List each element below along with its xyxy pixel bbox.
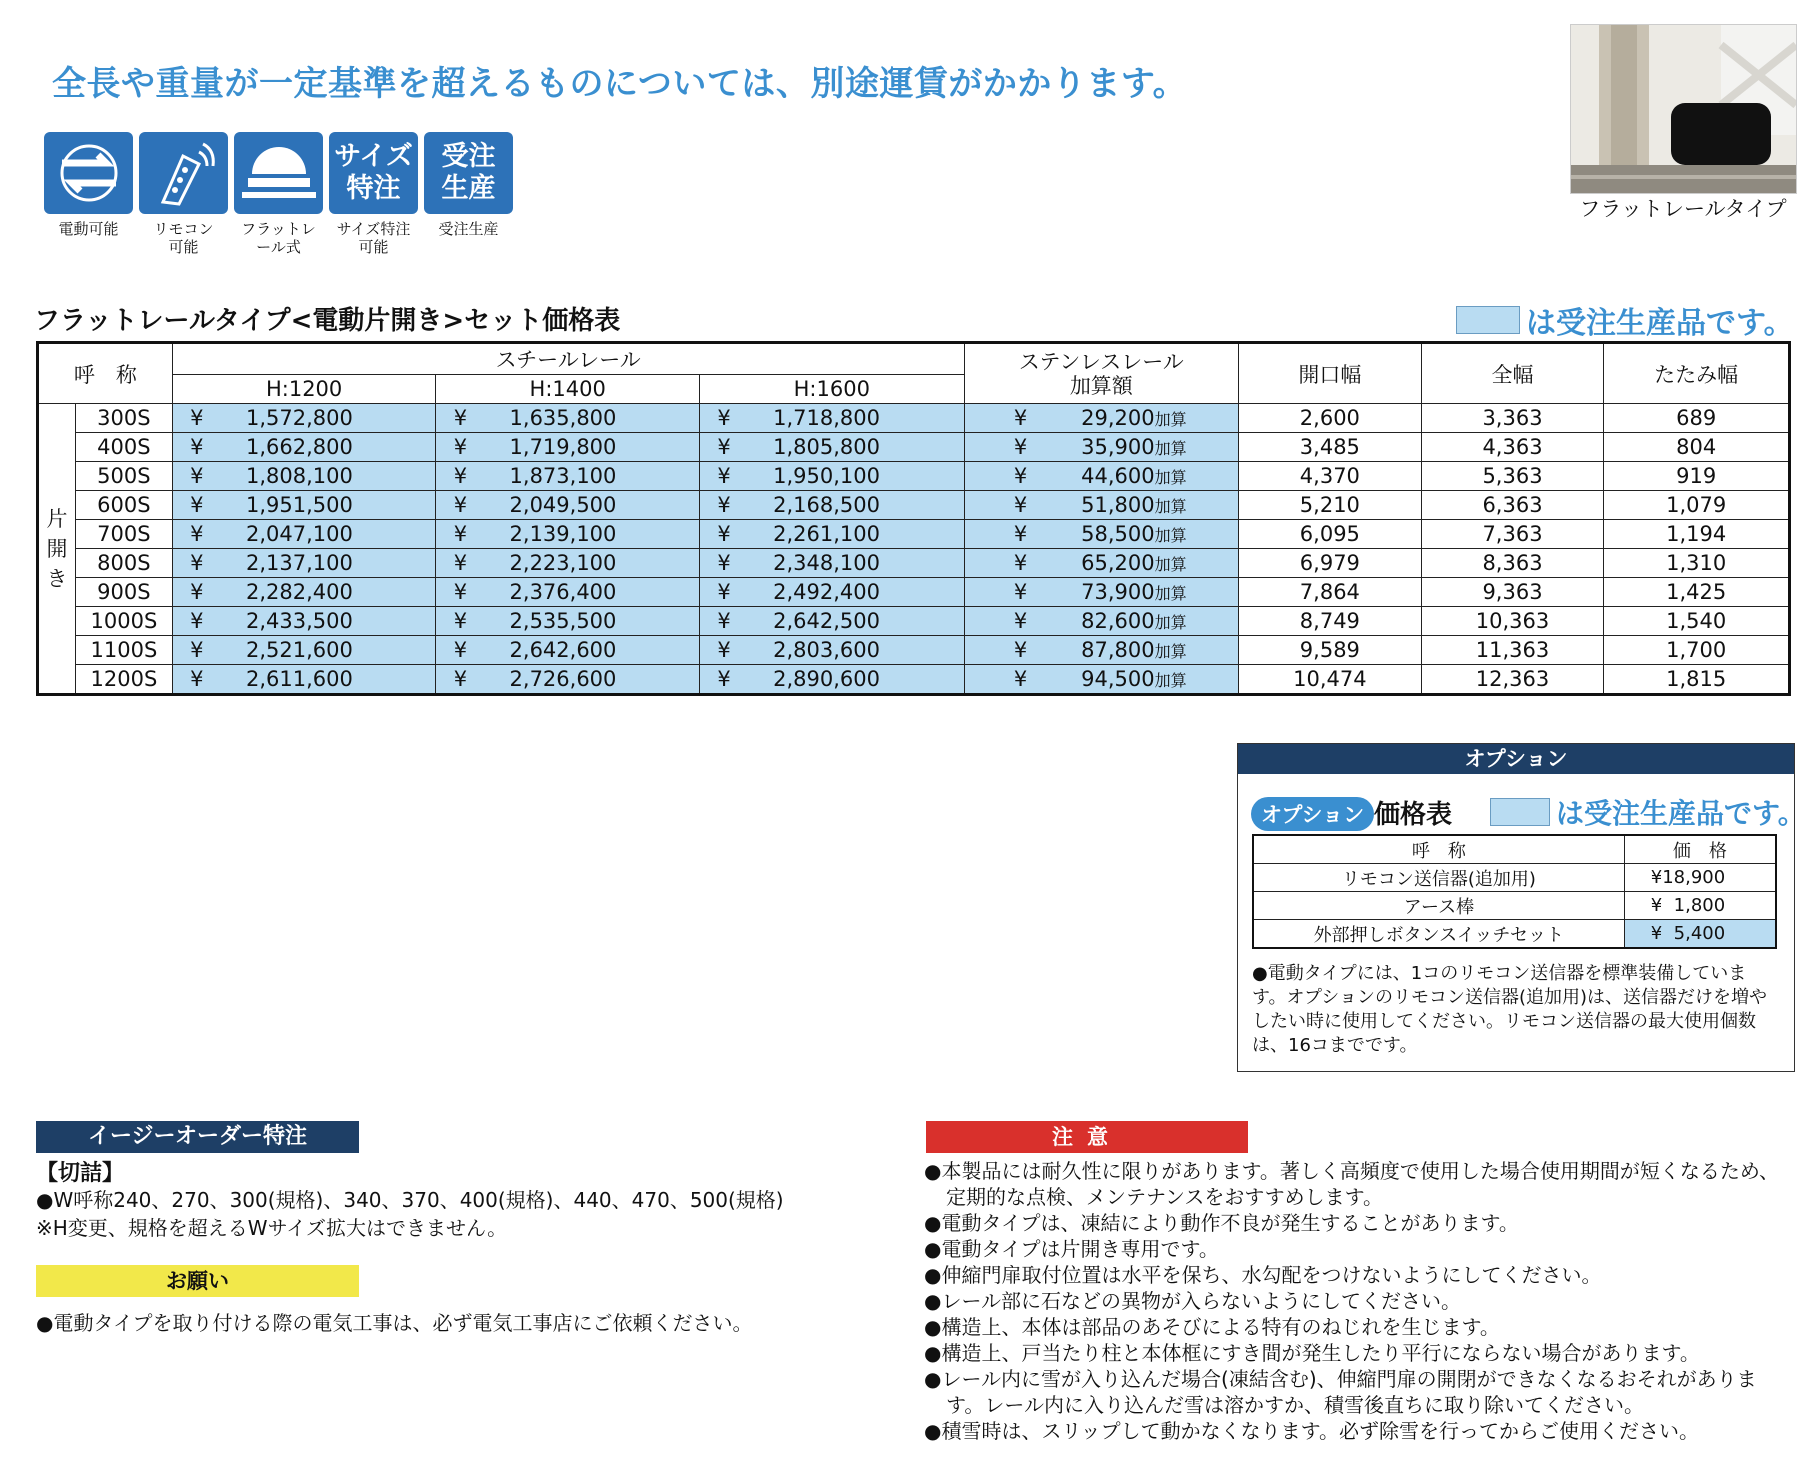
row-name: 900S: [75, 578, 172, 607]
yen-sign: ¥: [190, 609, 204, 633]
price-value: 1,805,800: [773, 435, 880, 459]
header-stainless: [964, 343, 1238, 404]
price-h1600: [700, 607, 965, 636]
table-title: フラットレールタイプ<電動片開き>セット価格表: [34, 306, 621, 336]
header-h1600: H:1600: [700, 375, 965, 404]
yen-sign: ¥: [717, 551, 731, 575]
full-width: 11,363: [1421, 636, 1604, 665]
kasan-label: 加算: [1154, 584, 1187, 603]
opening-width: 6,095: [1239, 520, 1422, 549]
headline: 全長や重量が一定基準を超えるものについては、別途運賃がかかります。: [52, 64, 1188, 104]
price-value: 29,200: [1081, 406, 1155, 430]
price-value: 2,139,100: [509, 522, 617, 546]
caution-item: ●レール部に石などの異物が入らないようにしてください。: [924, 1289, 1462, 1313]
opening-width: 6,979: [1239, 549, 1422, 578]
folded-width: 1,194: [1604, 520, 1790, 549]
yen-sign: ¥: [717, 638, 731, 662]
legend-swatch: [1456, 306, 1520, 334]
price-h1600: [700, 462, 965, 491]
easy-order-line1: ●W呼称240、270、300(規格)、340、370、400(規格)、440、470、500(規格): [36, 1188, 784, 1212]
yen-sign: ¥: [190, 406, 204, 430]
table-row: [38, 404, 1790, 433]
price-value: 2,282,400: [245, 580, 353, 604]
option-row: [1253, 920, 1776, 949]
option-price: ¥18,900: [1624, 864, 1776, 892]
icon-size-custom: [329, 132, 418, 256]
full-width: 6,363: [1421, 491, 1604, 520]
opening-width: 5,210: [1239, 491, 1422, 520]
row-name: 400S: [75, 433, 172, 462]
yen-sign: ¥: [190, 493, 204, 517]
price-h1400: [436, 433, 700, 462]
header-full: 全幅: [1421, 343, 1604, 404]
folded-width: 1,700: [1604, 636, 1790, 665]
header-steel: スチールレール: [172, 343, 964, 375]
price-h1600: [700, 404, 965, 433]
price-stainless: [964, 433, 1238, 462]
price-h1600: [700, 578, 965, 607]
price-h1200: [172, 607, 436, 636]
request-header: お願い: [36, 1265, 359, 1297]
icon-flat-rail: [234, 132, 323, 256]
kasan-label: 加算: [1154, 410, 1187, 429]
full-width: 4,363: [1421, 433, 1604, 462]
folded-width: 919: [1604, 462, 1790, 491]
caution-list: [924, 1158, 1794, 1444]
price-h1600: [700, 433, 965, 462]
price-h1400: [436, 665, 700, 695]
row-name: 800S: [75, 549, 172, 578]
caution-item: ●電動タイプは片開き専用です。: [924, 1237, 1219, 1261]
price-value: 2,803,600: [773, 638, 880, 662]
yen-sign: ¥: [453, 551, 468, 575]
caution-header: 注意: [926, 1121, 1248, 1153]
table-row: [38, 520, 1790, 549]
price-value: 2,433,500: [245, 609, 353, 633]
full-width: 9,363: [1421, 578, 1604, 607]
option-price: ¥ 1,800: [1624, 892, 1776, 920]
price-h1200: [172, 665, 436, 695]
kasan-label: 加算: [1154, 526, 1187, 545]
price-stainless: [964, 607, 1238, 636]
yen-sign: ¥: [1013, 551, 1028, 575]
caution-item: ●レール内に雪が入り込んだ場合(凍結含む)、伸縮門扉の開閉ができなくなるおそれがあります。レール内に入り込んだ雪は溶かすか、積雪後直ちに取り除いてください。: [924, 1367, 1757, 1417]
option-title: 価格表: [1374, 800, 1453, 830]
option-table-body: [1253, 864, 1776, 949]
price-stainless: [964, 491, 1238, 520]
header-folded: たたみ幅: [1604, 343, 1790, 404]
option-table: [1252, 834, 1777, 949]
caution-item: ●本製品には耐久性に限りがあります。著しく高頻度で使用した場合使用期間が短くなるため、定期的な点検、メンテナンスをおすすめします。: [924, 1159, 1780, 1209]
made-to-order-legend: [1456, 298, 1794, 342]
price-value: 2,726,600: [509, 667, 617, 691]
icon-motorized: [44, 132, 133, 256]
kasan-label: 加算: [1154, 468, 1187, 487]
price-value: 2,642,500: [773, 609, 880, 633]
yen-sign: ¥: [190, 638, 204, 662]
yen-sign: ¥: [1013, 406, 1028, 430]
yen-sign: ¥: [453, 435, 468, 459]
yen-sign: ¥: [190, 580, 204, 604]
price-table: [36, 341, 1791, 696]
yen-sign: ¥: [717, 406, 731, 430]
table-row: [38, 462, 1790, 491]
option-note: ●電動タイプには、1コのリモコン送信器を標準装備しています。オプションのリモコン送信器(追加用)は、送信器だけを増やしたい時に使用してください。リモコン送信器の最大使用個数は、16コまでです。: [1252, 963, 1767, 1056]
price-h1200: [172, 433, 436, 462]
caution-item: ●電動タイプは、凍結により動作不良が発生することがあります。: [924, 1211, 1519, 1235]
price-value: 1,951,500: [245, 493, 353, 517]
full-width: 12,363: [1421, 665, 1604, 695]
price-value: 51,800: [1081, 493, 1155, 517]
price-h1200: [172, 549, 436, 578]
icon-caption: フラットレール式: [241, 220, 316, 256]
kasan-label: 加算: [1154, 439, 1187, 458]
icon-caption: リモコン 可能: [153, 220, 214, 256]
feature-icons: [44, 132, 513, 256]
yen-sign: ¥: [717, 493, 731, 517]
price-h1600: [700, 665, 965, 695]
opening-width: 8,749: [1239, 607, 1422, 636]
yen-sign: ¥: [717, 435, 731, 459]
folded-width: 1,425: [1604, 578, 1790, 607]
row-name: 300S: [75, 404, 172, 433]
price-h1400: [436, 549, 700, 578]
row-name: 600S: [75, 491, 172, 520]
header-opening: 開口幅: [1239, 343, 1422, 404]
price-value: 44,600: [1081, 464, 1155, 488]
kasan-label: 加算: [1154, 613, 1187, 632]
yen-sign: ¥: [190, 435, 204, 459]
opening-width: 10,474: [1239, 665, 1422, 695]
price-h1200: [172, 520, 436, 549]
table-row: [38, 578, 1790, 607]
easy-order-sub: 【切詰】: [36, 1161, 125, 1186]
price-value: 2,137,100: [245, 551, 353, 575]
opening-width: 2,600: [1239, 404, 1422, 433]
table-row: [38, 433, 1790, 462]
price-h1200: [172, 462, 436, 491]
row-name: 700S: [75, 520, 172, 549]
price-value: 2,492,400: [773, 580, 880, 604]
folded-width: 1,079: [1604, 491, 1790, 520]
price-h1600: [700, 636, 965, 665]
yen-sign: ¥: [453, 580, 468, 604]
full-width: 3,363: [1421, 404, 1604, 433]
option-name: アース棒: [1253, 892, 1624, 920]
yen-sign: ¥: [453, 638, 468, 662]
row-name: 1200S: [75, 665, 172, 695]
opening-width: 9,589: [1239, 636, 1422, 665]
motorized-icon: [44, 132, 133, 214]
option-row: [1253, 892, 1776, 920]
opening-width: 4,370: [1239, 462, 1422, 491]
yen-sign: ¥: [1013, 493, 1028, 517]
yen-sign: ¥: [717, 667, 731, 691]
row-name: 1000S: [75, 607, 172, 636]
table-row: [38, 636, 1790, 665]
full-width: 8,363: [1421, 549, 1604, 578]
group-label: 片 開 き: [38, 404, 76, 695]
icon-caption: 電動可能: [58, 220, 119, 238]
icon-caption: サイズ特注 可能: [336, 220, 411, 256]
price-value: 2,521,600: [245, 638, 353, 662]
kasan-label: 加算: [1154, 642, 1187, 661]
yen-sign: ¥: [1013, 522, 1028, 546]
easy-order-line2: ※H変更、規格を超えるWサイズ拡大はできません。: [36, 1216, 508, 1240]
price-stainless: [964, 636, 1238, 665]
price-stainless: [964, 404, 1238, 433]
folded-width: 1,540: [1604, 607, 1790, 636]
kasan-label: 加算: [1154, 671, 1187, 690]
price-h1600: [700, 549, 965, 578]
price-h1400: [436, 491, 700, 520]
price-value: 2,890,600: [773, 667, 880, 691]
option-col-price: 価 格: [1624, 835, 1776, 864]
folded-width: 1,310: [1604, 549, 1790, 578]
folded-width: 804: [1604, 433, 1790, 462]
legend-text: は受注生産品です。: [1526, 306, 1794, 341]
yen-sign: ¥: [1013, 435, 1028, 459]
price-table-body: [38, 404, 1790, 695]
price-value: 58,500: [1081, 522, 1155, 546]
yen-sign: ¥: [1013, 667, 1028, 691]
price-h1400: [436, 404, 700, 433]
yen-sign: ¥: [453, 493, 468, 517]
option-panel: [1237, 743, 1806, 1072]
yen-sign: ¥: [717, 464, 731, 488]
price-value: 2,261,100: [773, 522, 880, 546]
price-stainless: [964, 665, 1238, 695]
header-stainless-line1: ステンレスレール: [1018, 349, 1184, 374]
opening-width: 3,485: [1239, 433, 1422, 462]
price-value: 2,642,600: [509, 638, 617, 662]
flat-rail-icon: [234, 132, 323, 214]
option-row: [1253, 864, 1776, 892]
table-row: [38, 549, 1790, 578]
yen-sign: ¥: [453, 406, 468, 430]
price-value: 65,200: [1081, 551, 1155, 575]
yen-sign: ¥: [190, 667, 204, 691]
price-h1400: [436, 636, 700, 665]
price-value: 82,600: [1081, 609, 1155, 633]
header-h1200: H:1200: [172, 375, 436, 404]
price-value: 2,376,400: [509, 580, 617, 604]
price-value: 1,873,100: [509, 464, 617, 488]
price-stainless: [964, 578, 1238, 607]
request-line: ●電動タイプを取り付ける際の電気工事は、必ず電気工事店にご依頼ください。: [36, 1311, 753, 1335]
price-value: 2,611,600: [245, 667, 353, 691]
header-stainless-line2: 加算額: [1069, 373, 1133, 398]
price-h1400: [436, 462, 700, 491]
table-row: [38, 607, 1790, 636]
yen-sign: ¥: [190, 464, 204, 488]
yen-sign: ¥: [717, 609, 731, 633]
icon-remote: [139, 132, 228, 256]
price-h1200: [172, 404, 436, 433]
price-value: 87,800: [1081, 638, 1155, 662]
yen-sign: ¥: [453, 522, 468, 546]
price-value: 94,500: [1081, 667, 1155, 691]
remote-control-icon: [139, 132, 228, 214]
yen-sign: ¥: [190, 522, 204, 546]
row-name: 500S: [75, 462, 172, 491]
price-h1400: [436, 607, 700, 636]
option-header: オプション: [1238, 744, 1794, 774]
size-custom-icon: サイズ 特注: [329, 132, 418, 214]
option-col-name: 呼 称: [1253, 835, 1624, 864]
option-pill: オプション: [1251, 797, 1374, 831]
yen-sign: ¥: [1013, 464, 1028, 488]
price-value: 1,808,100: [245, 464, 353, 488]
price-stainless: [964, 462, 1238, 491]
option-price: ¥ 5,400: [1624, 920, 1776, 949]
table-row: [38, 665, 1790, 695]
header-h1400: H:1400: [436, 375, 700, 404]
made-to-order-icon: 受注 生産: [424, 132, 513, 214]
yen-sign: ¥: [453, 464, 468, 488]
icon-caption: 受注生産: [438, 220, 499, 238]
price-value: 1,950,100: [773, 464, 880, 488]
price-h1400: [436, 520, 700, 549]
price-value: 73,900: [1081, 580, 1155, 604]
price-value: 2,168,500: [773, 493, 880, 517]
price-value: 35,900: [1081, 435, 1155, 459]
price-stainless: [964, 549, 1238, 578]
caution-item: ●構造上、本体は部品のあそびによる特有のねじれを生じます。: [924, 1315, 1500, 1339]
yen-sign: ¥: [1013, 580, 1028, 604]
table-row: [38, 491, 1790, 520]
price-value: 1,572,800: [245, 406, 353, 430]
price-value: 2,047,100: [245, 522, 353, 546]
price-value: 2,223,100: [509, 551, 617, 575]
price-h1200: [172, 578, 436, 607]
price-value: 2,049,500: [509, 493, 617, 517]
row-name: 1100S: [75, 636, 172, 665]
price-h1600: [700, 520, 965, 549]
option-legend: [1490, 792, 1806, 832]
yen-sign: ¥: [190, 551, 204, 575]
price-value: 2,535,500: [509, 609, 617, 633]
yen-sign: ¥: [453, 667, 468, 691]
caution-item: ●伸縮門扉取付位置は水平を保ち、水勾配をつけないようにしてください。: [924, 1263, 1602, 1287]
full-width: 10,363: [1421, 607, 1604, 636]
full-width: 5,363: [1421, 462, 1604, 491]
caution-item: ●積雪時は、スリップして動かなくなります。必ず除雪を行ってからご使用ください。: [924, 1419, 1700, 1443]
yen-sign: ¥: [1013, 638, 1028, 662]
price-value: 2,348,100: [773, 551, 880, 575]
price-value: 1,719,800: [509, 435, 617, 459]
legend-text: は受注生産品です。: [1556, 797, 1806, 830]
price-h1200: [172, 491, 436, 520]
price-value: 1,635,800: [509, 406, 617, 430]
price-h1400: [436, 578, 700, 607]
option-name: リモコン送信器(追加用): [1253, 864, 1624, 892]
header-name: 呼 称: [38, 343, 173, 404]
yen-sign: ¥: [717, 522, 731, 546]
caution-item: ●構造上、戸当たり柱と本体框にすき間が発生したり平行にならない場合があります。: [924, 1341, 1700, 1365]
icon-made-to-order: [424, 132, 513, 256]
folded-width: 1,815: [1604, 665, 1790, 695]
price-h1200: [172, 636, 436, 665]
yen-sign: ¥: [717, 580, 731, 604]
opening-width: 7,864: [1239, 578, 1422, 607]
yen-sign: ¥: [453, 609, 468, 633]
price-h1600: [700, 491, 965, 520]
folded-width: 689: [1604, 404, 1790, 433]
legend-swatch: [1490, 798, 1550, 826]
price-value: 1,718,800: [773, 406, 880, 430]
yen-sign: ¥: [1013, 609, 1028, 633]
product-photo: [1570, 24, 1797, 194]
photo-caption: フラットレールタイプ: [1579, 197, 1787, 221]
easy-order-header: イージーオーダー特注: [36, 1121, 359, 1153]
full-width: 7,363: [1421, 520, 1604, 549]
option-name: 外部押しボタンスイッチセット: [1253, 920, 1624, 949]
kasan-label: 加算: [1154, 497, 1187, 516]
price-stainless: [964, 520, 1238, 549]
kasan-label: 加算: [1154, 555, 1187, 574]
price-value: 1,662,800: [245, 435, 353, 459]
